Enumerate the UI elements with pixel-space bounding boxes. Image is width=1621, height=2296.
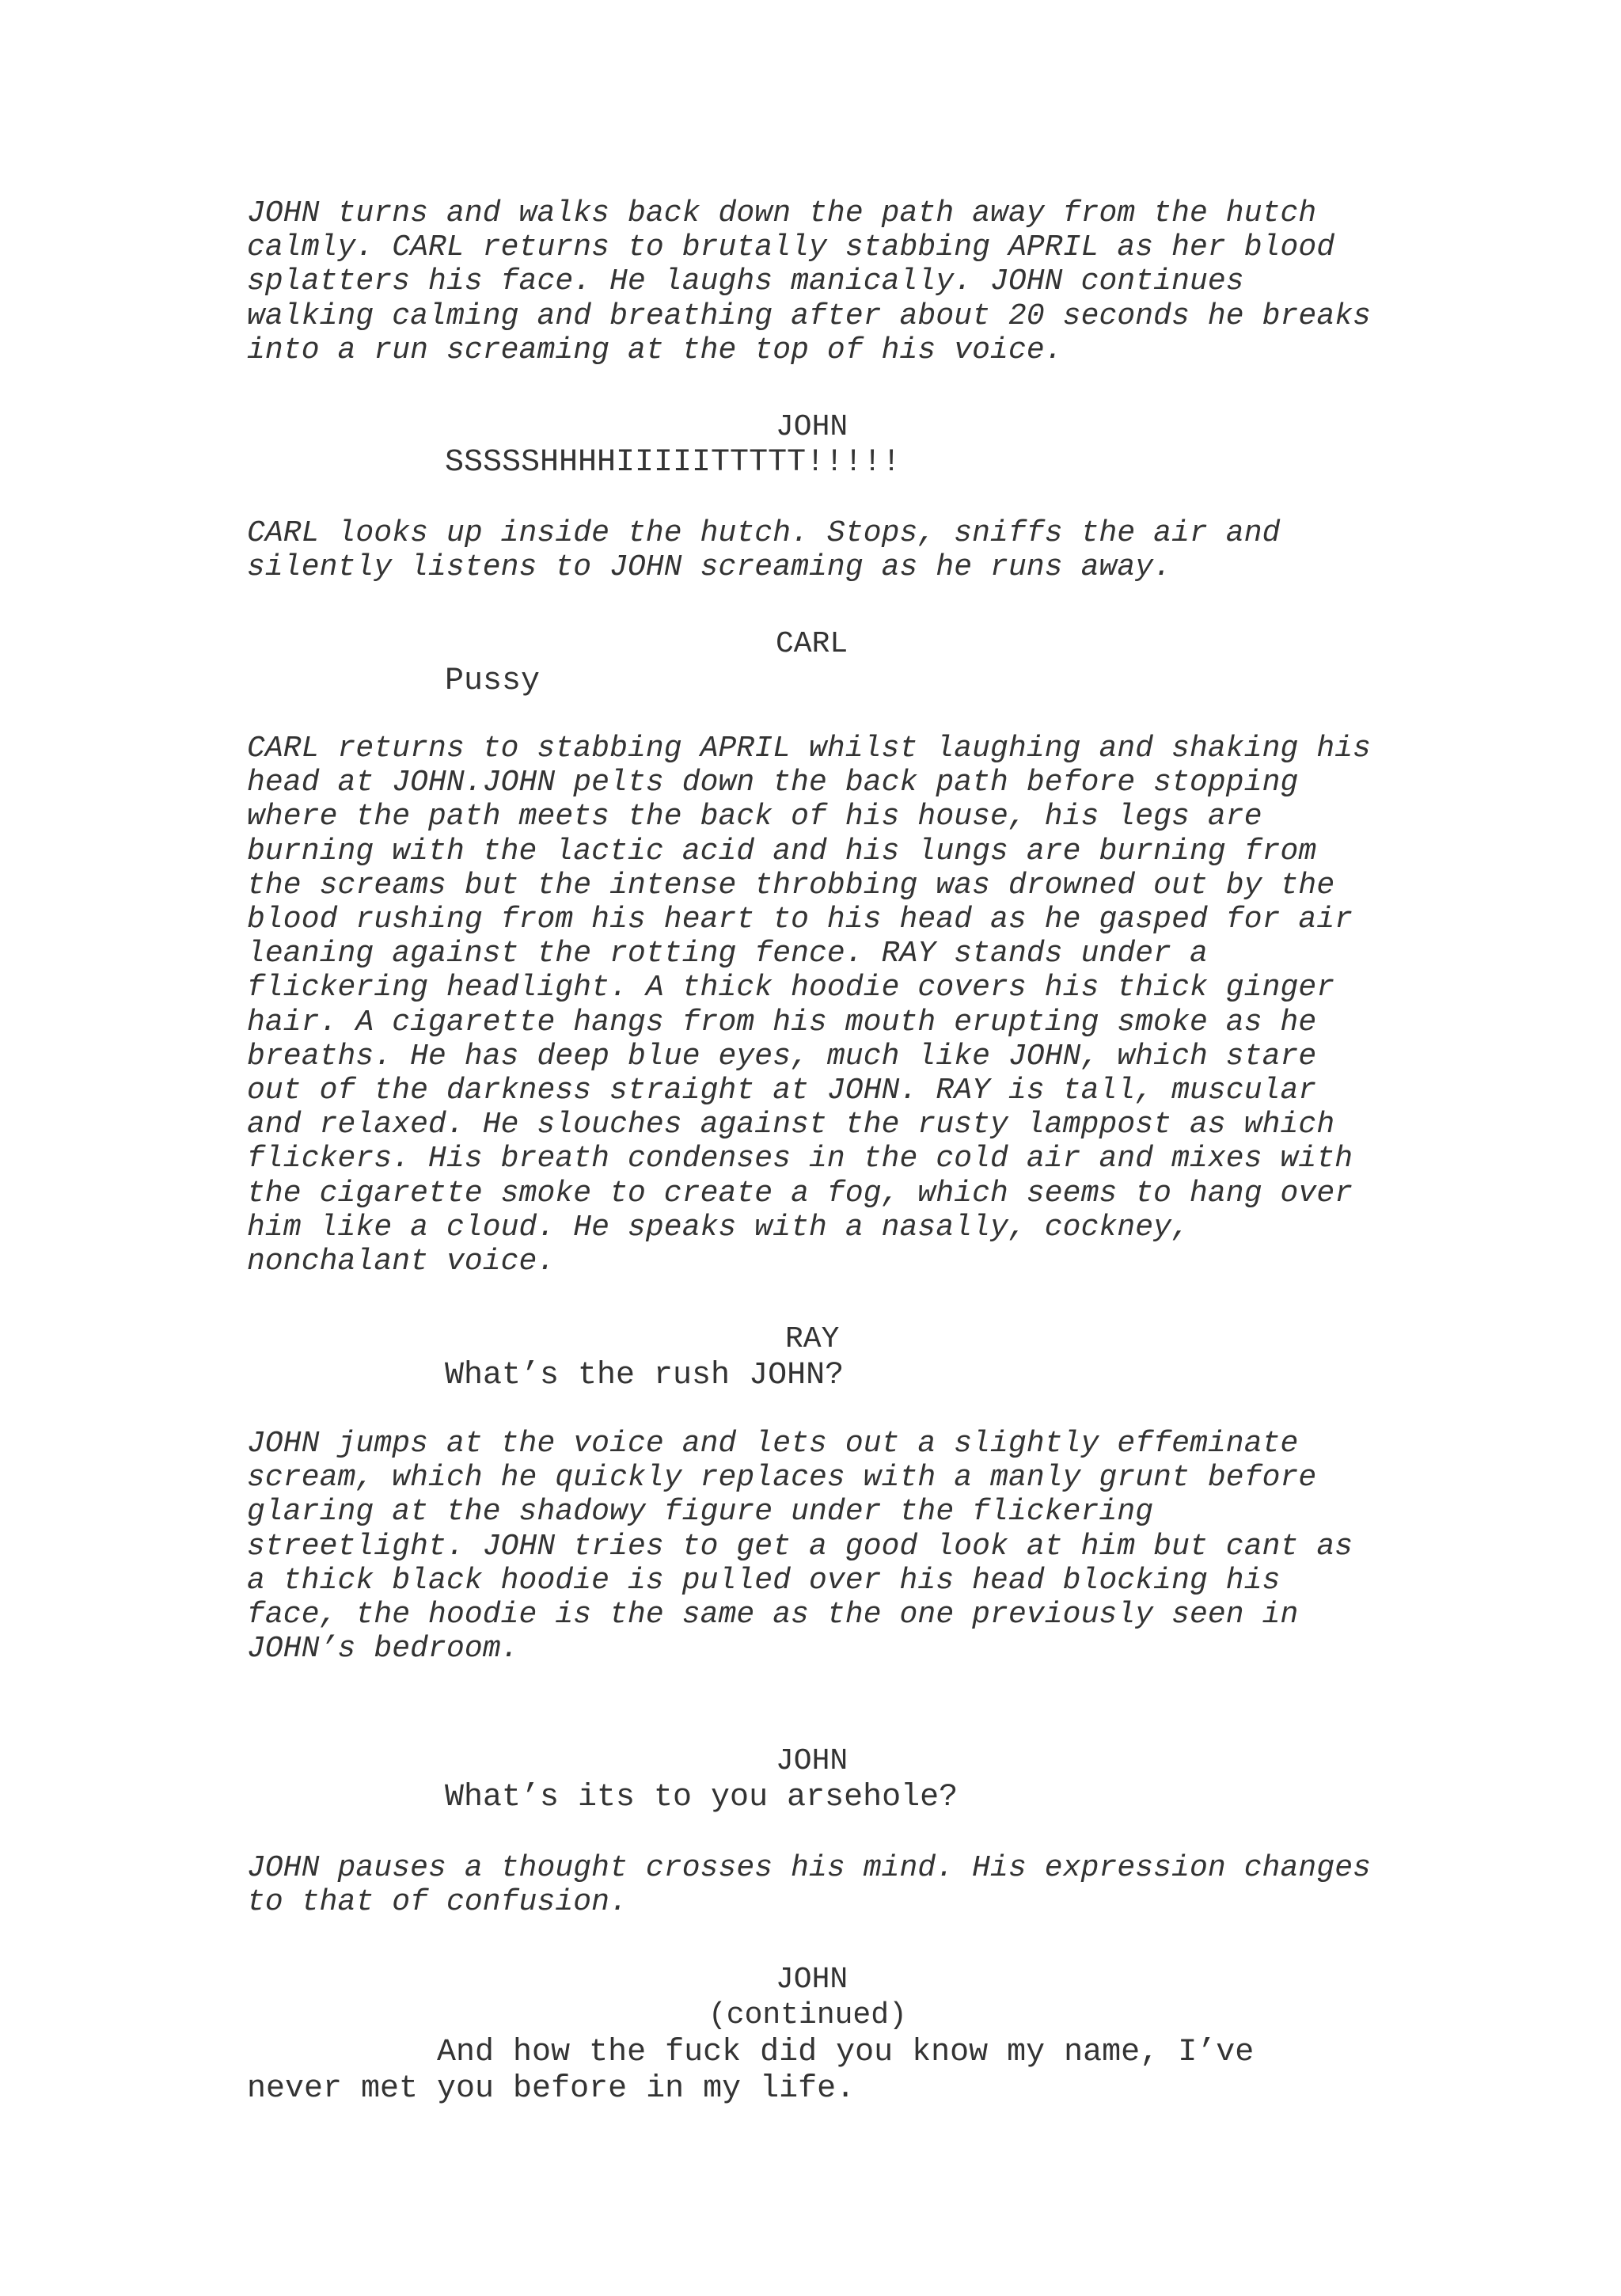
dialogue-line: What’s its to you arsehole? xyxy=(445,1780,959,1815)
action-paragraph: CARL returns to stabbing APRIL whilst laughing and shaking his head at JOHN.JOHN pelts down the back path before stopping where the path meets the back of his house, his legs are burning with the lactic acid and his lungs are burning from the screams but the intense throbbing was drowned out by the blood rushing from his heart to his head as he gasped for air leaning against the rotting fence. RAY stands under a flickering headlight. A thick hoodie covers his thick ginger hair. A cigarette hangs from his mouth erupting smoke as he breaths. He has deep blue eyes, much like JOHN, which stare out of the darkness straight at JOHN. RAY is tall, muscular and relaxed. He slouches against the rusty lamppost as which flickers. His breath condenses in the cold air and mixes with the cigarette smoke to create a fog, which seems to hang over him like a cloud. He speaks with a nasally, cockney, nonchalant voice. xyxy=(247,732,1372,1279)
character-cue: RAY xyxy=(785,1322,840,1356)
dialogue-line: SSSSSHHHHIIIIITTTTT!!!!! xyxy=(445,445,902,481)
action-paragraph: JOHN jumps at the voice and lets out a slightly effeminate scream, which he quickly replaces with a manly grunt before glaring at the shadowy figure under the flickering streetlight. JOHN tries to get a good look at him but cant as a thick black hoodie is pulled over his head blocking his face, the hoodie is the same as the one previously seen in JOHN’s bedroom. xyxy=(247,1427,1353,1667)
character-cue: JOHN xyxy=(776,1963,848,1997)
action-paragraph: CARL looks up inside the hutch. Stops, sniffs the air and silently listens to JOHN screaming as he runs away. xyxy=(247,516,1281,585)
action-paragraph: JOHN pauses a thought crosses his mind. His expression changes to that of confusion. xyxy=(247,1851,1372,1920)
character-cue: CARL xyxy=(776,627,848,661)
dialogue-line: Pussy xyxy=(445,663,541,699)
dialogue-line: What’s the rush JOHN? xyxy=(445,1358,845,1393)
character-cue: JOHN xyxy=(776,410,848,444)
character-cue: JOHN xyxy=(776,1744,848,1778)
dialogue-line: And how the fuck did you know my name, I’ve never met you before in my life. xyxy=(247,2035,1255,2107)
action-paragraph: JOHN turns and walks back down the path away from the hutch calmly. CARL returns to brutally stabbing APRIL as her blood splatters his face. He laughs manically. JOHN continues walking calming and breathing after about 20 seconds he breaks into a run screaming at the top of his voice. xyxy=(247,196,1372,367)
parenthetical: (continued) xyxy=(708,1998,907,2032)
